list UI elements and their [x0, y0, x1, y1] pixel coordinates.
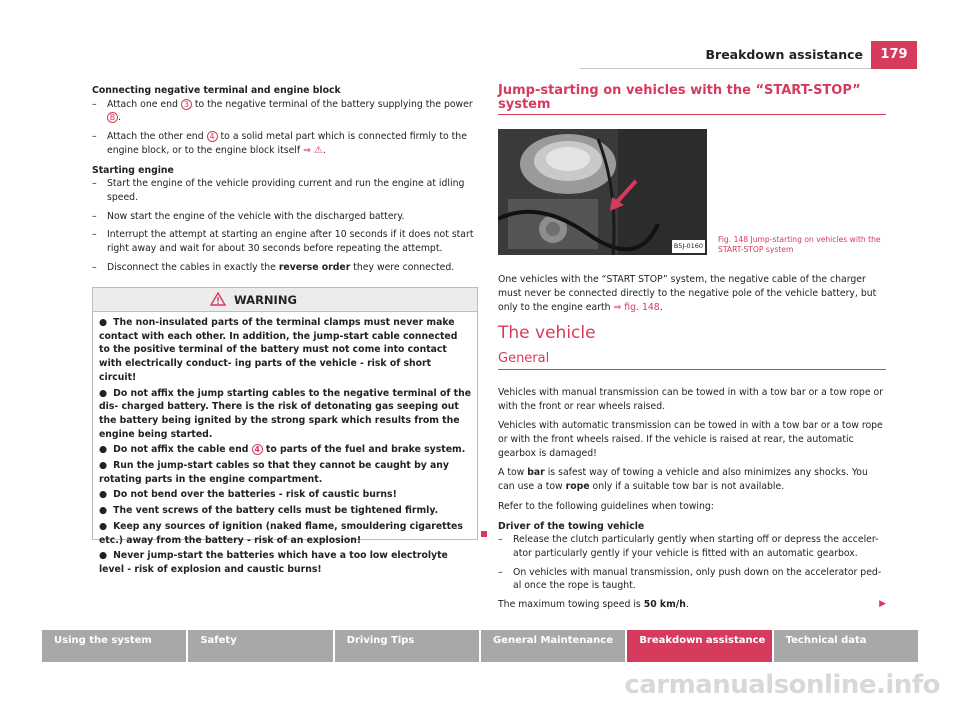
paragraph: The maximum towing speed is 50 km/h. ▶	[498, 599, 886, 611]
warning-triangle-icon	[210, 292, 226, 306]
paragraph: Refer to the following guidelines when towing:	[498, 500, 714, 512]
figure-code: B5J-0160	[672, 240, 705, 254]
warning-item: ● Do not affix the cable end 4 to parts of the fuel and brake system.	[99, 444, 466, 456]
callout-letter: B	[107, 112, 118, 123]
tab-general-maintenance[interactable]: General Maintenance	[481, 630, 625, 662]
warning-body	[93, 312, 477, 583]
subheading-negative-terminal: Connecting negative terminal and engine block	[92, 85, 341, 96]
section-end-marker	[481, 531, 487, 537]
warning-item: ● Do not affix the jump starting cables to the negative terminal of the dis- charged battery. There is the risk of detonating gas seeping out the battery being ignited by the strong spark which results from the engine being started.	[99, 387, 472, 440]
tab-breakdown-assistance[interactable]: Breakdown assistance	[627, 630, 771, 662]
list-item: – Attach one end 3 to the negative terminal of the battery supplying the power B .	[92, 98, 473, 124]
callout-number: 4	[207, 131, 218, 142]
tab-driving-tips[interactable]: Driving Tips	[335, 630, 479, 662]
list-item: – Release the clutch particularly gently when starting off or depress the acceler- ator particularly gently if your vehicle is fitted with an automatic gearbox.	[498, 534, 879, 559]
warning-item: ● Do not bend over the batteries - risk of caustic burns!	[99, 489, 397, 501]
figure-caption: Fig. 148 Jump-starting on vehicles with the START-STOP system	[718, 235, 881, 255]
paragraph: One vehicles with the “START STOP” system, the negative cable of the charger must never be connected directly to the negative pole of the vehicle battery, but only to the engine earth ⇒ fig. 148.	[498, 274, 877, 313]
left-column	[92, 84, 478, 279]
chapter-tabs	[42, 630, 918, 662]
section-title-jump-start: Jump-starting on vehicles with the “START-STOP” system	[498, 84, 886, 115]
list-item: – Attach the other end 4 to a solid metal part which is connected firmly to the engine block, or to the engine block itself ⇒ ⚠.	[92, 131, 467, 156]
right-column	[498, 84, 886, 618]
subheading-driver: Driver of the towing vehicle	[498, 520, 645, 532]
paragraph: A tow bar is safest way of towing a vehicle and also minimizes any shocks. You can use a tow rope only if a suitable tow bar is not available.	[498, 467, 868, 493]
warning-triangle-icon: ⚠	[313, 144, 323, 156]
warning-item: ● The vent screws of the battery cells must be tightened firmly.	[99, 505, 439, 517]
tab-technical-data[interactable]: Technical data	[774, 630, 918, 662]
tab-using-the-system[interactable]: Using the system	[42, 630, 186, 662]
list-item: – Interrupt the attempt at starting an engine after 10 seconds if it does not start right away and wait for about 30 seconds before repeating the attempt.	[92, 229, 474, 255]
warning-item: ● Never jump-start the batteries which have a too low electrolyte level - risk of explosion and caustic burns!	[99, 550, 448, 575]
list-item: – On vehicles with manual transmission, only push down on the accelerator ped- al once the rope is taught.	[498, 566, 882, 592]
engine-photo-illustration	[498, 129, 707, 255]
chapter-title: Breakdown assistance	[705, 47, 863, 62]
warning-header	[93, 288, 477, 312]
page-header	[580, 41, 917, 69]
list-item: – Now start the engine of the vehicle with the discharged battery.	[92, 210, 405, 222]
figure-block	[498, 129, 886, 257]
watermark: carmanualsonline.info	[624, 670, 940, 700]
subheading-starting-engine: Starting engine	[92, 164, 174, 176]
list-item: – Start the engine of the vehicle providing current and run the engine at idling speed.	[92, 178, 465, 203]
page-number: 179	[871, 41, 917, 69]
chapter-heading: The vehicle	[498, 322, 596, 343]
paragraph: Vehicles with automatic transmission can be towed in with a tow bar or a tow rope or with the front wheels raised. If the vehicle is raised at rear, the automatic gearbox is damaged!	[498, 420, 883, 459]
section-title-general: General	[498, 352, 886, 370]
list-item: – Disconnect the cables in exactly the reverse order they were connected.	[92, 261, 455, 273]
callout-number: 4	[252, 444, 263, 455]
warning-item: ● The non-insulated parts of the terminal clamps must never make contact with each other. In addition, the jump-start cable connected to the positive terminal of the battery must not come into contact with electrically conduct- ing parts of the vehicle - risk of short circuit!	[99, 317, 458, 383]
warning-reference-link[interactable]: ⇒ ⚠	[303, 144, 323, 156]
paragraph: Vehicles with manual transmission can be towed in with a tow bar or a tow rope or with the front or rear wheels raised.	[498, 386, 884, 412]
engine-bay-photo	[498, 129, 707, 255]
warning-item: ● Run the jump-start cables so that they cannot be caught by any rotating parts in the engine compartment.	[99, 460, 449, 485]
continue-arrow-icon: ▶	[879, 599, 886, 610]
warning-box	[92, 287, 478, 575]
warning-title: WARNING	[234, 293, 297, 307]
callout-number: 3	[181, 99, 192, 110]
tab-safety[interactable]: Safety	[188, 630, 332, 662]
warning-item: ● Keep any sources of ignition (naked flame, smouldering cigarettes etc.) away from the battery - risk of an explosion!	[99, 520, 463, 546]
figure-reference-link[interactable]: ⇒ fig. 148	[613, 301, 660, 313]
